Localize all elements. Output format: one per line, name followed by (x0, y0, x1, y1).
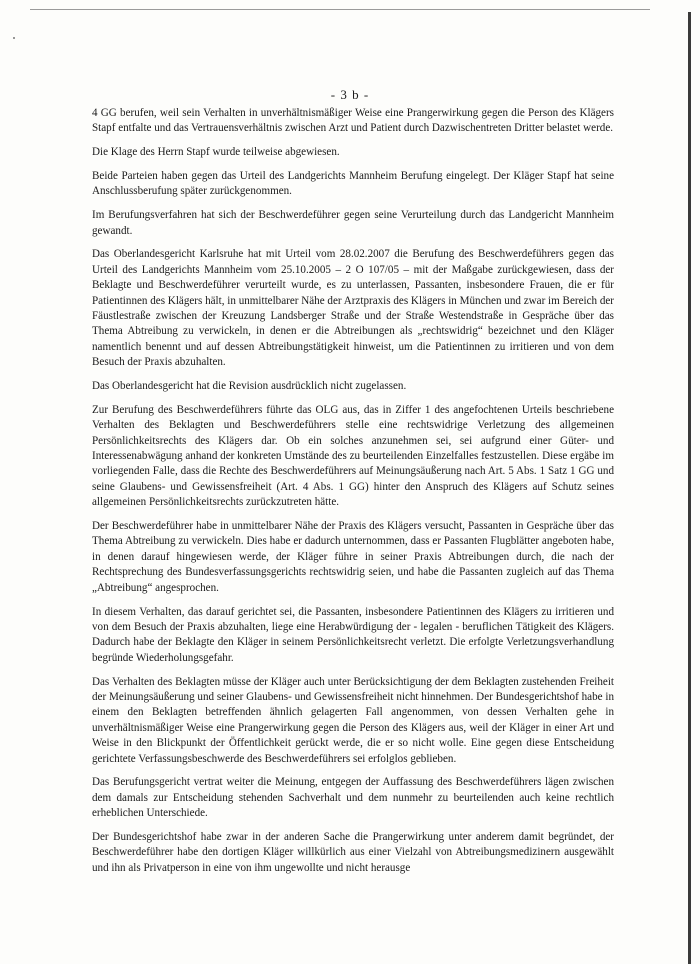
page-number: - 3 b - (330, 87, 370, 102)
paragraph: Beide Parteien haben gegen das Urteil des Landgerichts Mannheim Berufung eingelegt. Der Kläger Stapf hat seine Anschlussberufung später zurückgenommen. (92, 170, 614, 198)
scan-top-edge (30, 9, 650, 10)
paragraph: 4 GG berufen, weil sein Verhalten in unverhältnismäßiger Weise eine Prangerwirkung gegen die Person des Klägers Stapf entfalte und das Vertrauensverhältnis zwischen Arzt und Patient durch Dazwischentreten Dritter belastet werde. (92, 107, 614, 135)
paragraph: Das Oberlandesgericht Karlsruhe hat mit Urteil vom 28.02.2007 die Berufung des Beschwerdeführers gegen das Urteil des Landgerichts Mannheim vom 25.10.2005 – 2 O 107/05 – mit der Maßgabe zurückgewiesen, dass der Beklagte und Beschwerdeführer verurteilt wurde, es zu unterlassen, Passanten, insbesondere Frauen, die er für Patientinnen des Klägers hält, in unmittelbarer Nähe der Arztpraxis des Klägers in München und zwar im Bereich der Fäustlestraße zwischen der Kreuzung Landsberger Straße und der Straße Westendstraße in Gespräche über das Thema Abtreibung zu verwickeln, in denen er die Abtreibungen als „rechtswidrig“ bezeichnet und den Kläger namentlich benennt und auf dessen Abtreibungstätigkeit hinweist, um die Patientinnen zu irritieren und von dem Besuch der Praxis abzuhalten. (92, 248, 614, 369)
paragraph: Der Bundesgerichtshof habe zwar in der anderen Sache die Prangerwirkung unter anderem damit begründet, der Beschwerdeführer habe den dortigen Kläger willkürlich aus einer Vielzahl von Abtreibungsmedizinern ausgewählt und ihn als Privatperson in eine von ihm ungewollte und nicht herausge (92, 830, 614, 874)
document-body (92, 106, 614, 885)
paragraph: Das Verhalten des Beklagten müsse der Kläger auch unter Berücksichtigung der dem Beklagten zustehenden Freiheit der Meinungsäußerung und seiner Glaubens- und Gewissensfreiheit nicht hinnehmen. Der Bundesgerichtshof habe in einem den Beklagten betreffenden ähnlich gelagerten Fall angenommen, von dessen Verhalten gehe in unverhältnismäßiger Weise eine Prangerwirkung gegen die Person des Klägers aus, weil der Kläger in einer Art und Weise in den Blickpunkt der Öffentlichkeit gerückt werde, die er so nicht wolle. Eine gegen diese Entscheidung gerichtete Verfassungsbeschwerde des Beschwerdeführers sei erfolglos geblieben. (92, 675, 614, 765)
paragraph: Zur Berufung des Beschwerdeführers führte das OLG aus, das in Ziffer 1 des angefochtenen Urteils beschriebene Verhalten des Beklagten und Beschwerdeführers stelle eine rechtswidrige Verletzung des allgemeinen Persönlichkeitsrechts des Klägers dar. Ob ein solches anzunehmen sei, sei aufgrund einer Güter- und Interessenabwägung anhand der konkreten Umstände des zu beurteilenden Einzelfalles festzustellen. Diese ergäbe im vorliegenden Falle, dass die Rechte des Beschwerdeführers auf Meinungsäußerung nach Art. 5 Abs. 1 Satz 1 GG und seine Glaubens- und Gewissensfreiheit (Art. 4 Abs. 1 GG) hinter den Anspruch des Klägers auf Schutz seines allgemeinen Persönlichkeitsrechts zurückzutreten hätte. (92, 403, 614, 509)
paragraph: Der Beschwerdeführer habe in unmittelbarer Nähe der Praxis des Klägers versucht, Passanten in Gespräche über das Thema Abtreibung zu verwickeln. Dies habe er dadurch unternommen, dass er Passanten Flugblätter angeboten habe, in denen darauf hingewiesen werde, der Kläger führe in seiner Praxis Abtreibungen durch, die nach der Rechtsprechung des Bundesverfassungsgerichts rechtswidrig seien, und habe die Passanten zugleich auf das Thema „Abtreibung“ angesprochen. (92, 520, 614, 594)
paragraph: Das Oberlandesgericht hat die Revision ausdrücklich nicht zugelassen. (92, 380, 407, 393)
paragraph: Im Berufungsverfahren hat sich der Beschwerdeführer gegen seine Verurteilung durch das Landgericht Mannheim gewandt. (92, 209, 614, 237)
paragraph: Das Berufungsgericht vertrat weiter die Meinung, entgegen der Auffassung des Beschwerdeführers lägen zwischen dem damals zur Entscheidung stehenden Sachverhalt und dem nunmehr zu beurteilenden auch keine rechtlich erheblichen Unterschiede. (92, 776, 614, 820)
scan-speck (13, 37, 15, 39)
scan-right-edge (688, 12, 691, 964)
paragraph: Die Klage des Herrn Stapf wurde teilweise abgewiesen. (92, 146, 340, 159)
paragraph: In diesem Verhalten, das darauf gerichtet sei, die Passanten, insbesondere Patientinnen des Klägers zu irritieren und von dem Besuch der Praxis abzuhalten, liege eine Herabwürdigung der - legalen - beruflichen Tätigkeit des Klägers. Dadurch habe der Beklagte den Kläger in seinem Persönlichkeitsrecht verletzt. Die erfolgte Verletzungsverhandlung begründe Wiederholungsgefahr. (92, 605, 614, 664)
